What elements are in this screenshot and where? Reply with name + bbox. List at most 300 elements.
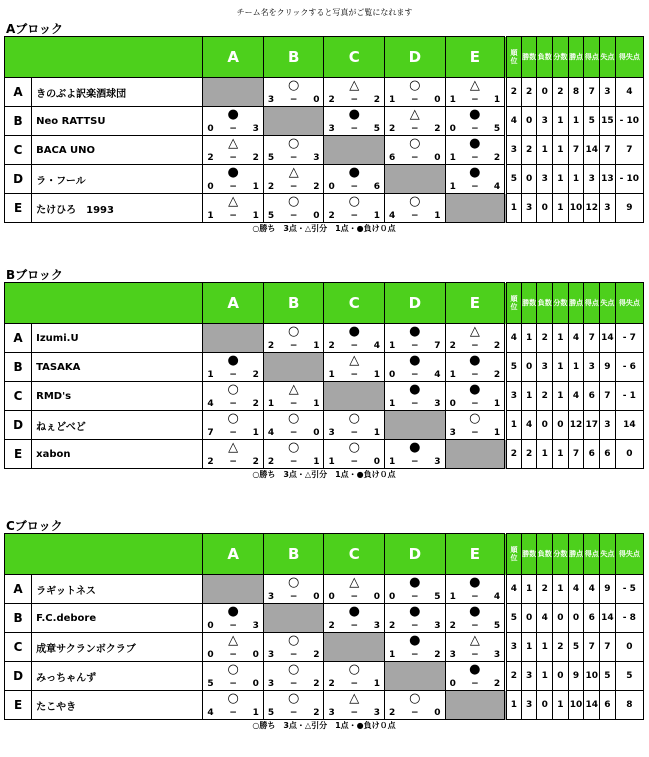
column-header-B: B — [263, 37, 324, 78]
match-result — [264, 165, 324, 193]
header-corner — [5, 37, 203, 78]
result-symbol: ○ — [227, 662, 239, 677]
stat-value: 7 — [600, 136, 616, 165]
match-result — [385, 324, 445, 352]
team-name-link[interactable]: きのぶよ訳楽酒球団 — [32, 78, 203, 107]
result-symbol: ● — [227, 604, 239, 619]
team-name-link[interactable]: 成章サクランボクラブ — [32, 633, 203, 662]
stat-value: 0 — [615, 633, 643, 662]
score-dash: − — [471, 428, 479, 438]
match-result — [324, 662, 384, 690]
match-result-cell — [263, 165, 324, 194]
score-dash: − — [411, 399, 419, 409]
score-opp: 0 — [313, 592, 320, 602]
match-result — [264, 633, 324, 661]
stat-value: 0 — [537, 194, 553, 223]
score-opp: 0 — [252, 679, 259, 689]
result-symbol: ○ — [288, 691, 300, 706]
score-dash: − — [350, 124, 359, 134]
header-corner — [5, 283, 203, 324]
score-dash: − — [471, 95, 479, 105]
stat-value: 2 — [506, 662, 522, 691]
match-result-cell — [263, 382, 324, 411]
row-letter: A — [5, 324, 32, 353]
result-symbol: △ — [228, 136, 239, 151]
result-symbol: ● — [469, 604, 481, 619]
block-Aブロック — [4, 22, 644, 234]
stat-value: 1 — [553, 324, 569, 353]
table-row — [5, 165, 644, 194]
block-title: Aブロック — [6, 22, 64, 36]
match-result — [446, 662, 505, 690]
standings-table — [4, 533, 644, 720]
score-own: 2 — [389, 621, 396, 631]
score-opp: 3 — [434, 457, 441, 467]
stat-value: - 7 — [615, 324, 643, 353]
match-result — [446, 604, 505, 632]
score-own: 1 — [207, 370, 214, 380]
row-letter: C — [5, 136, 32, 165]
stat-value: 0 — [615, 440, 643, 469]
match-result — [203, 136, 263, 164]
score-own: 3 — [328, 124, 335, 134]
score-opp: 0 — [313, 95, 320, 105]
stat-value: 10 — [568, 691, 584, 720]
score-own: 0 — [449, 679, 456, 689]
block-title: Cブロック — [6, 519, 63, 533]
team-name-link[interactable]: BACA UNO — [32, 136, 203, 165]
team-name-link[interactable]: ねぇどべど — [32, 411, 203, 440]
table-row — [5, 194, 644, 223]
match-result-cell — [385, 78, 446, 107]
result-symbol: △ — [469, 324, 480, 339]
legend: ○勝ち 3点・△引分 1点・●負け０点 — [252, 721, 396, 730]
match-result — [324, 440, 384, 468]
stat-value: 5 — [506, 165, 522, 194]
stat-value: 1 — [537, 440, 553, 469]
row-letter: E — [5, 691, 32, 720]
score-opp: 5 — [373, 124, 381, 134]
match-result — [385, 440, 445, 468]
self-match-cell — [445, 440, 506, 469]
stat-header: 負数 — [537, 534, 553, 575]
score-dash: − — [411, 341, 419, 351]
result-symbol: ○ — [288, 633, 300, 648]
score-own: 1 — [207, 211, 214, 221]
score-dash: − — [411, 621, 419, 631]
stat-value: 1 — [553, 194, 569, 223]
stat-value: 15 — [600, 107, 616, 136]
score-own: 2 — [389, 124, 396, 134]
match-result — [264, 324, 324, 352]
score-own: 3 — [449, 428, 456, 438]
result-symbol: △ — [349, 78, 360, 93]
match-result — [385, 633, 445, 661]
score-opp: 2 — [373, 95, 381, 105]
stat-value: 5 — [584, 107, 600, 136]
score-own: 1 — [449, 370, 456, 380]
row-letter: E — [5, 440, 32, 469]
score-opp: 1 — [313, 457, 320, 467]
result-symbol: ● — [227, 107, 239, 122]
stat-value: 14 — [584, 691, 600, 720]
score-opp: 1 — [252, 182, 259, 192]
stat-value: 5 — [568, 633, 584, 662]
stat-value: 14 — [600, 324, 616, 353]
column-header-C: C — [324, 283, 385, 324]
table-row — [5, 440, 644, 469]
stat-value: 3 — [584, 165, 600, 194]
stat-header: 順位 — [506, 37, 522, 78]
stat-value: 8 — [568, 78, 584, 107]
score-opp: 6 — [373, 182, 381, 192]
match-result — [385, 107, 445, 135]
result-symbol: ● — [409, 440, 421, 455]
stat-header: 得点 — [584, 37, 600, 78]
stat-value: 2 — [537, 324, 553, 353]
score-own: 3 — [267, 679, 275, 689]
team-name-link[interactable]: Izumi.U — [32, 324, 203, 353]
stat-value: 1 — [568, 107, 584, 136]
row-letter: D — [5, 411, 32, 440]
score-own: 1 — [389, 341, 396, 351]
score-opp: 2 — [313, 708, 320, 718]
result-symbol: ● — [469, 107, 481, 122]
team-name-link[interactable]: みっちゃんず — [32, 662, 203, 691]
score-own: 0 — [207, 650, 214, 660]
score-own: 3 — [328, 708, 335, 718]
stat-value: 4 — [568, 382, 584, 411]
table-row — [5, 324, 644, 353]
stat-value: 7 — [615, 136, 643, 165]
match-result — [324, 165, 384, 193]
score-own: 2 — [328, 679, 335, 689]
stat-header: 失点 — [600, 37, 616, 78]
score-opp: 1 — [373, 211, 381, 221]
match-result — [264, 662, 324, 690]
stat-header: 得点 — [584, 534, 600, 575]
standings-table — [4, 36, 644, 223]
stat-value: 6 — [584, 440, 600, 469]
match-result — [446, 78, 505, 106]
score-opp: 3 — [252, 124, 259, 134]
stat-value: 3 — [506, 136, 522, 165]
stat-value: 3 — [600, 411, 616, 440]
result-symbol: ○ — [288, 411, 300, 426]
match-result-cell — [324, 353, 385, 382]
row-letter: E — [5, 194, 32, 223]
table-row — [5, 604, 644, 633]
match-result-cell — [263, 575, 324, 604]
result-symbol: ● — [227, 353, 239, 368]
match-result — [446, 136, 505, 164]
stat-value: 1 — [568, 165, 584, 194]
score-dash: − — [471, 124, 479, 134]
score-own: 0 — [389, 370, 396, 380]
score-dash: − — [411, 153, 419, 163]
score-dash: − — [229, 153, 237, 163]
team-name-link[interactable]: RMD's — [32, 382, 203, 411]
match-result — [324, 604, 384, 632]
stat-header: 勝点 — [568, 534, 584, 575]
header-row — [5, 534, 644, 575]
match-result-cell — [324, 440, 385, 469]
match-result — [446, 165, 505, 193]
score-dash: − — [289, 399, 298, 409]
result-symbol: △ — [288, 382, 299, 397]
stat-value: 4 — [506, 575, 522, 604]
stat-value: 1 — [521, 633, 537, 662]
stat-value: 7 — [600, 633, 616, 662]
match-result-cell — [203, 165, 264, 194]
row-letter: B — [5, 107, 32, 136]
stat-value: 2 — [537, 575, 553, 604]
column-header-A: A — [203, 534, 264, 575]
score-own: 1 — [267, 399, 275, 409]
match-result — [264, 691, 324, 719]
stat-value: 0 — [568, 604, 584, 633]
stat-header: 分数 — [553, 534, 569, 575]
match-result — [385, 78, 445, 106]
result-symbol: ○ — [288, 194, 300, 209]
score-opp: 1 — [252, 211, 259, 221]
match-result-cell — [324, 165, 385, 194]
column-header-C: C — [324, 37, 385, 78]
column-header-B: B — [263, 534, 324, 575]
score-opp: 1 — [434, 211, 441, 221]
score-opp: 3 — [493, 650, 501, 660]
score-opp: 0 — [252, 650, 259, 660]
row-letter: C — [5, 382, 32, 411]
match-result-cell — [263, 662, 324, 691]
stat-value: 9 — [600, 575, 616, 604]
stat-value: 7 — [584, 324, 600, 353]
match-result — [446, 353, 505, 381]
self-match-cell — [385, 662, 446, 691]
score-opp: 1 — [493, 95, 501, 105]
match-result-cell — [263, 440, 324, 469]
team-name-link[interactable]: F.C.debore — [32, 604, 203, 633]
score-dash: − — [350, 457, 359, 467]
column-header-D: D — [385, 283, 446, 324]
score-opp: 1 — [493, 399, 501, 409]
match-result-cell — [385, 194, 446, 223]
stat-value: 1 — [506, 411, 522, 440]
score-opp: 2 — [313, 650, 320, 660]
match-result-cell — [263, 411, 324, 440]
team-name-link[interactable]: xabon — [32, 440, 203, 469]
stat-value: 1 — [553, 165, 569, 194]
stat-header: 負数 — [537, 283, 553, 324]
result-symbol: ● — [348, 324, 360, 339]
result-symbol: ○ — [288, 575, 300, 590]
stat-value: 4 — [568, 575, 584, 604]
header-corner — [5, 534, 203, 575]
stat-header: 勝点 — [568, 37, 584, 78]
score-dash: − — [289, 428, 298, 438]
result-symbol: ● — [469, 136, 481, 151]
team-name-link[interactable]: TASAKA — [32, 353, 203, 382]
column-header-D: D — [385, 534, 446, 575]
stat-value: 2 — [521, 136, 537, 165]
score-dash: − — [411, 370, 419, 380]
match-result — [385, 136, 445, 164]
match-result-cell — [385, 136, 446, 165]
stat-value: 2 — [506, 78, 522, 107]
score-dash: − — [411, 211, 419, 221]
team-name-link[interactable]: ラギットネス — [32, 575, 203, 604]
self-match-cell — [324, 136, 385, 165]
score-dash: − — [350, 182, 359, 192]
stat-value: 4 — [537, 604, 553, 633]
table-row — [5, 353, 644, 382]
match-result — [264, 194, 324, 222]
match-result-cell — [385, 324, 446, 353]
stat-value: 1 — [537, 633, 553, 662]
stat-value: 2 — [521, 440, 537, 469]
self-match-cell — [263, 107, 324, 136]
match-result-cell — [203, 662, 264, 691]
row-letter: D — [5, 662, 32, 691]
stat-header: 失点 — [600, 534, 616, 575]
stat-value: 14 — [584, 136, 600, 165]
stat-value: 0 — [521, 353, 537, 382]
result-symbol: ○ — [288, 324, 300, 339]
score-dash: − — [411, 124, 419, 134]
stat-value: 0 — [521, 604, 537, 633]
stat-value: 2 — [553, 633, 569, 662]
result-symbol: △ — [409, 107, 420, 122]
match-result-cell — [324, 324, 385, 353]
result-symbol: ○ — [409, 194, 421, 209]
score-opp: 3 — [252, 621, 259, 631]
match-result-cell — [203, 691, 264, 720]
stat-value: 3 — [537, 107, 553, 136]
match-result-cell — [203, 411, 264, 440]
score-dash: − — [229, 124, 237, 134]
stat-value: 12 — [568, 411, 584, 440]
match-result-cell — [445, 411, 506, 440]
column-header-E: E — [445, 37, 506, 78]
self-match-cell — [263, 604, 324, 633]
score-dash: − — [289, 679, 298, 689]
score-own: 6 — [389, 153, 396, 163]
score-own: 5 — [267, 708, 275, 718]
match-result — [385, 604, 445, 632]
stat-value: 9 — [615, 194, 643, 223]
team-name-link[interactable]: ラ・フール — [32, 165, 203, 194]
stat-value: 4 — [568, 324, 584, 353]
stat-header: 順位 — [506, 283, 522, 324]
stat-value: 9 — [568, 662, 584, 691]
stat-value: 1 — [521, 382, 537, 411]
stat-value: 4 — [584, 575, 600, 604]
stat-value: 7 — [584, 78, 600, 107]
stat-value: 2 — [521, 78, 537, 107]
match-result-cell — [324, 662, 385, 691]
team-name-link[interactable]: たこやき — [32, 691, 203, 720]
score-opp: 0 — [373, 457, 381, 467]
team-name-link[interactable]: たけひろ 1993 — [32, 194, 203, 223]
score-own: 2 — [267, 457, 275, 467]
score-own: 0 — [328, 592, 335, 602]
match-result — [324, 411, 384, 439]
score-dash: − — [229, 679, 237, 689]
stat-value: - 5 — [615, 575, 643, 604]
match-result-cell — [324, 78, 385, 107]
match-result-cell — [203, 604, 264, 633]
match-result — [264, 411, 324, 439]
score-dash: − — [289, 457, 298, 467]
column-header-B: B — [263, 283, 324, 324]
score-dash: − — [289, 708, 298, 718]
score-own: 2 — [449, 621, 456, 631]
score-own: 0 — [328, 182, 335, 192]
score-own: 2 — [328, 341, 335, 351]
table-row — [5, 107, 644, 136]
result-symbol: ● — [409, 324, 421, 339]
stat-value: 7 — [600, 382, 616, 411]
result-symbol: ○ — [409, 691, 421, 706]
row-letter: A — [5, 78, 32, 107]
stat-value: 3 — [600, 78, 616, 107]
match-result — [324, 78, 384, 106]
score-opp: 1 — [313, 341, 320, 351]
score-opp: 0 — [434, 708, 441, 718]
score-dash: − — [229, 621, 237, 631]
score-dash: − — [411, 708, 419, 718]
stat-value: 2 — [506, 440, 522, 469]
match-result-cell — [445, 353, 506, 382]
stat-value: 2 — [553, 78, 569, 107]
stat-value: 6 — [584, 604, 600, 633]
self-match-cell — [263, 353, 324, 382]
match-result-cell — [445, 107, 506, 136]
stat-value: - 10 — [615, 107, 643, 136]
stat-value: 3 — [506, 382, 522, 411]
score-dash: − — [350, 592, 359, 602]
score-own: 3 — [267, 650, 275, 660]
score-dash: − — [350, 211, 359, 221]
stat-value: 1 — [553, 107, 569, 136]
match-result-cell — [385, 604, 446, 633]
score-opp: 1 — [252, 428, 259, 438]
stat-header: 分数 — [553, 37, 569, 78]
match-result-cell — [203, 633, 264, 662]
match-result — [203, 194, 263, 222]
stat-value: 1 — [553, 691, 569, 720]
score-own: 2 — [267, 182, 275, 192]
match-result-cell — [445, 382, 506, 411]
stat-value: 3 — [600, 194, 616, 223]
match-result-cell — [324, 194, 385, 223]
result-symbol: ● — [409, 633, 421, 648]
team-name-link[interactable]: Neo RATTSU — [32, 107, 203, 136]
stat-header: 分数 — [553, 283, 569, 324]
table-row — [5, 633, 644, 662]
score-opp: 4 — [493, 182, 501, 192]
score-opp: 2 — [252, 457, 259, 467]
score-dash: − — [350, 621, 359, 631]
result-symbol: ● — [469, 382, 481, 397]
result-symbol: ● — [348, 107, 360, 122]
result-symbol: ○ — [348, 440, 360, 455]
score-dash: − — [471, 370, 479, 380]
match-result-cell — [445, 78, 506, 107]
self-match-cell — [385, 411, 446, 440]
score-own: 0 — [207, 182, 214, 192]
score-own: 2 — [389, 708, 396, 718]
